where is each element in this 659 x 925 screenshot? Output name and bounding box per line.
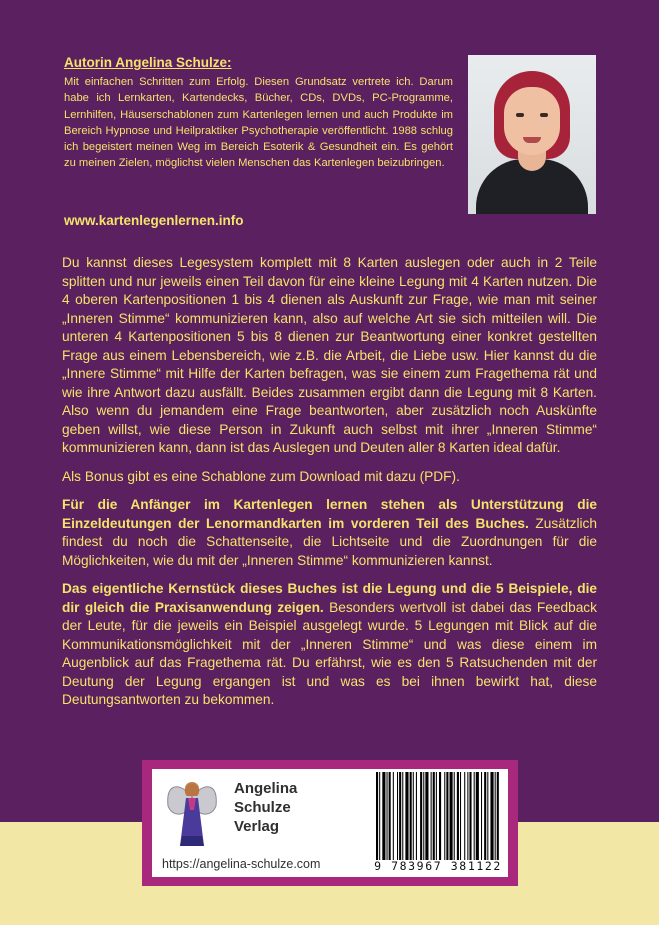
barcode-bar (416, 772, 417, 860)
barcode-bar (431, 772, 432, 860)
angel-logo-icon (164, 776, 220, 850)
barcode-bar (446, 772, 448, 860)
barcode-bar (382, 772, 385, 860)
barcode-bar (490, 772, 493, 860)
barcode-bar (410, 772, 412, 860)
publisher-name: Angelina Schulze Verlag (234, 780, 298, 835)
publisher-url-link[interactable]: https://angelina-schulze.com (162, 857, 321, 871)
barcode-bar (436, 772, 437, 860)
barcode-bar (405, 772, 408, 860)
barcode-bar (481, 772, 482, 860)
author-bio: Mit einfachen Schritten zum Erfolg. Diesen Grundsatz vertrete ich. Darum habe ich Lernkarten, Kartendecks, Bücher, CDs, DVDs, PC-Programme, Lernhilfen, Häuserschablonen zum Kartenlegen lernen und auch Produkte im Bereich Hypnose und Heilpraktiker Psychotherapie veröffentlicht. 1988 schlug ich begeistert meinen Weg im Bereich Esoterik & Gesundheit ein. Es gehört zu meinen Zielen, möglichst vielen Menschen das Kartenlegen beizubringen. (64, 76, 453, 170)
blurb-paragraph-1: Du kannst dieses Legesystem komplett mit 8 Karten auslegen oder auch in 2 Teile splitten und nur jeweils einen Teil davon für eine kleine Legung mit 4 Karten nutzen. Die 4 oberen Kartenpositionen 1 bis 4 dienen als Auskunft zur Frage, wie man mit seiner „Inneren Stimme“ kommunizieren kann, also auf welche Art sie sich mitteilen will. Die unteren 4 Kartenpositionen 5 bis 8 dienen zur Beantwortung einer konkret gestellten Frage aus einem Lebensbereich, wie z.B. die Arbeit, die Liebe usw. Hier kannst du die „Innere Stimme“ mit Hilfe der Karten befragen, was sie einem zum Fragethema rät und wie ihre Antwort dazu ausfällt. Beides zusammen ergibt dann die Legung mit 8 Karten. Also wenn du jemandem eine Frage beantworten, aber zusätzlich noch Auskünfte geben willst, wie diese Person in Zukunft auch selbst mit ihrer „Inneren Stimme“ kommunizieren kann, dann ist das Auslegen und Deuten aller 8 Karten ideal dafür. (62, 255, 597, 455)
blurb-paragraph-3 (62, 496, 597, 570)
barcode-bar (389, 772, 391, 860)
barcode-bar (423, 772, 424, 860)
barcode-bar (444, 772, 445, 860)
blurb-paragraph-4-bold: Das eigentliche Kernstück dieses Buches ist die Legung und die 5 Beispiele, die dir gleich die Praxisanwendung zeigen. (62, 581, 597, 615)
barcode-bar (433, 772, 435, 860)
barcode-bar (387, 772, 388, 860)
blurb-paragraph-4-text: Besonders wertvoll ist dabei das Feedback der Leute, für die jeweils ein Beispiel ausgelegt wurde. 5 Legungen mit Blick auf die Kommunikationsmöglichkeit mit der „Inneren Stimme“ und was diese einem im Augenblick auf das Fragethema rät. Du erfährst, wie es den 5 Ratsuchenden mit der Deutung der Legung ergangen ist und was es bei ihnen bewirkt hat, diese Deutungsantworten zu bekommen. (62, 599, 597, 707)
barcode-bar (379, 772, 380, 860)
barcode-bar (460, 772, 461, 860)
barcode-bar (467, 772, 468, 860)
barcode-bar (497, 772, 499, 860)
barcode-bar (495, 772, 496, 860)
barcode-bar (425, 772, 428, 860)
barcode-bar (484, 772, 486, 860)
isbn-barcode (374, 772, 502, 860)
blurb-paragraph-2: Als Bonus gibt es eine Schablone zum Download mit dazu (PDF). (62, 468, 460, 484)
isbn-number: 9 783967 381122 (374, 859, 502, 873)
publisher-panel (152, 769, 508, 877)
barcode-bar (457, 772, 459, 860)
barcode-bar (469, 772, 471, 860)
barcode-bar (474, 772, 475, 860)
barcode-bar (376, 772, 378, 860)
barcode-bar (413, 772, 414, 860)
barcode-bar (487, 772, 488, 860)
barcode-bar (397, 772, 398, 860)
author-photo (468, 55, 596, 214)
author-website-link[interactable]: www.kartenlegenlernen.info (64, 213, 244, 228)
barcode-bar (393, 772, 394, 860)
blurb-paragraph-4 (62, 580, 597, 710)
barcode-bar (464, 772, 465, 860)
blurb-text (62, 254, 597, 720)
publisher-box (142, 760, 518, 886)
author-heading: Autorin Angelina Schulze: (64, 55, 232, 70)
blurb-paragraph-3-bold: Für die Anfänger im Kartenlegen lernen stehen als Unterstützung die Einzeldeutungen der Lenormandkarten im vorderen Teil des Buches. (62, 497, 597, 531)
barcode-bar (420, 772, 422, 860)
barcode-bar (450, 772, 453, 860)
barcode-bar (402, 772, 403, 860)
barcode-bar (476, 772, 479, 860)
barcode-bar (399, 772, 401, 860)
barcode-bar (439, 772, 441, 860)
barcode-bar (454, 772, 455, 860)
blurb-paragraph-3-text: Zusätzlich findest du noch die Schattenseite, die Lichtseite und die Zuordnungen für die Möglichkeiten, wie du mit der „Inneren Stimme“ kommunizieren kannst. (62, 515, 598, 568)
